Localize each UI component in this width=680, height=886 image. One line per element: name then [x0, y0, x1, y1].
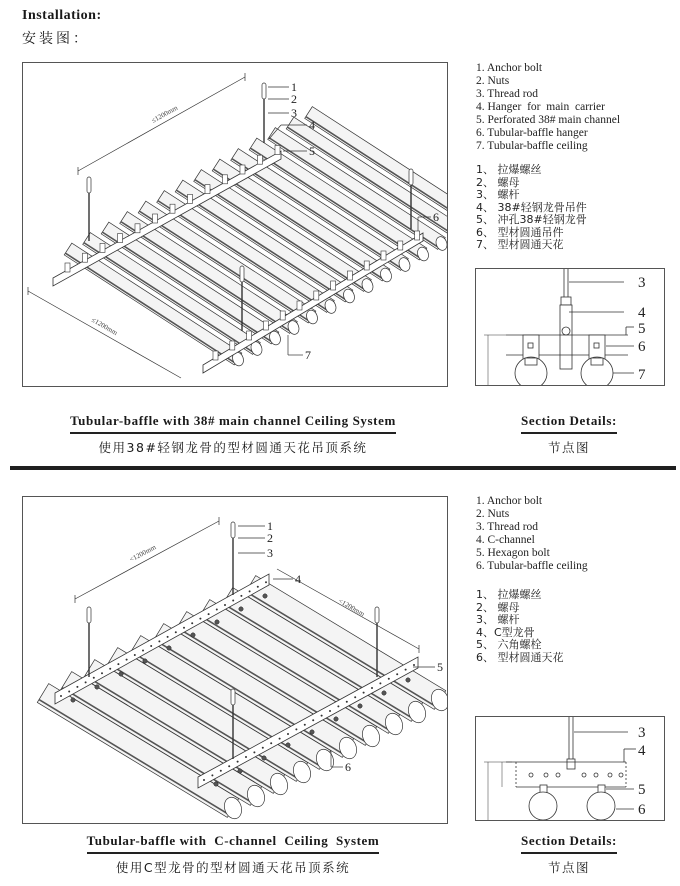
dimension-label-left: <1200mm: [128, 543, 158, 564]
section-callout-6: 6: [638, 339, 646, 355]
hexagon-bolt-icon: [143, 659, 147, 663]
installation-heading-cn: 安装图：: [22, 31, 90, 47]
callout-2: 2: [291, 92, 297, 106]
callout-2: 2: [267, 531, 273, 545]
legend-item-cn: 7、 型材圆通天花: [476, 238, 564, 251]
anchor-bolt-icon: [87, 607, 91, 623]
section-details-title-cn: 节点图: [547, 440, 590, 455]
hexagon-bolt-icon: [310, 730, 314, 734]
parts-legend-cn-2: [476, 589, 564, 664]
section-callout-3: 3: [638, 725, 646, 741]
system-title-en: Tubular-baffle with 38# main channel Ceiling System: [70, 413, 396, 434]
anchor-bolt-icon: [409, 169, 413, 185]
section-title-block-1: [508, 412, 630, 456]
legend-item-cn: 5、 冲孔38#轻钢龙骨: [476, 213, 587, 226]
legend-item: 2. Nuts: [476, 75, 510, 87]
hexagon-bolt-icon: [286, 743, 290, 747]
callout-3: 3: [267, 546, 273, 560]
system-title-cn: 使用38#轻钢龙骨的型材圆通天花吊顶系统: [98, 440, 368, 455]
ceiling-grid-illustration-c: [23, 497, 447, 823]
dimension-label-top: ≤1200mm: [150, 103, 180, 125]
legend-item: 4. Hanger for main carrier: [476, 101, 605, 113]
anchor-bolt-icon: [262, 83, 266, 99]
legend-item-cn: 3、 螺杆: [476, 613, 520, 626]
hexagon-bolt-icon: [215, 620, 219, 624]
hexagon-bolt-icon: [214, 782, 218, 786]
hexagon-bolt-icon: [262, 756, 266, 760]
legend-item-cn: 6、 型材圆通天花: [476, 650, 564, 664]
callout-6: 6: [345, 760, 351, 774]
section-callout-4: 4: [638, 305, 646, 321]
legend-item: 2. Nuts: [476, 508, 510, 520]
hexagon-bolt-icon: [263, 594, 267, 598]
section-detail-c-channel: [475, 716, 665, 821]
legend-item: 7. Tubular-baffle ceiling: [476, 140, 588, 152]
hexagon-bolt-icon: [358, 704, 362, 708]
installation-heading: Installation:: [22, 8, 102, 23]
callout-3: 3: [291, 106, 297, 120]
hexagon-bolt-icon: [119, 672, 123, 676]
dimension-label-bottom: ≤1200mm: [90, 315, 119, 338]
section-detail-38-channel: [475, 268, 665, 386]
callout-7: 7: [305, 348, 311, 362]
legend-item: 1. Anchor bolt: [476, 495, 543, 507]
caption-block-38: [48, 412, 418, 456]
section-title-block-2: [508, 832, 630, 876]
system-title-en-2: Tubular-baffle with C-channel Ceiling System: [87, 833, 380, 854]
section-detail-drawing-c: [476, 717, 664, 820]
hexagon-bolt-icon: [167, 646, 171, 650]
callout-4: 4: [309, 118, 315, 132]
section-details-title-2: Section Details:: [521, 833, 617, 854]
anchor-bolt-icon: [375, 607, 379, 623]
isometric-drawing-c-channel: [22, 496, 448, 824]
anchor-bolt-icon: [231, 522, 235, 538]
callout-1: 1: [291, 80, 297, 94]
section-details-title-cn-2: 节点图: [547, 860, 590, 875]
hexagon-bolt-icon: [239, 607, 243, 611]
legend-item-cn: 4、C型龙骨: [476, 625, 535, 639]
section-callout-6: 6: [638, 802, 646, 818]
ceiling-grid-illustration: [23, 63, 447, 386]
section-callout-4: 4: [638, 743, 646, 759]
legend-item: 6. Tubular-baffle ceiling: [476, 560, 588, 572]
section-callout-7: 7: [638, 367, 646, 383]
legend-item-cn: 1、 拉爆螺丝: [476, 588, 542, 601]
section-callout-3: 3: [638, 275, 646, 291]
anchor-bolt-icon: [231, 689, 235, 705]
anchor-bolt-icon: [240, 266, 244, 282]
caption-block-c: [58, 832, 408, 876]
hexagon-bolt-icon: [382, 691, 386, 695]
system-title-cn-2: 使用C型龙骨的型材圆通天花吊顶系统: [115, 860, 351, 875]
anchor-bolt-icon: [87, 177, 91, 193]
section-detail-drawing: [476, 269, 664, 385]
legend-item: 5. Perforated 38# main channel: [476, 114, 621, 126]
parts-legend-en-2: [476, 495, 588, 573]
parts-legend-cn: [476, 164, 587, 252]
legend-item-cn: 3、 螺杆: [476, 188, 520, 201]
callout-6: 6: [433, 210, 439, 224]
isometric-drawing-38-channel: [22, 62, 448, 387]
legend-item: 3. Thread rod: [476, 88, 539, 100]
callout-1: 1: [267, 519, 273, 533]
legend-item: 5. Hexagon bolt: [476, 547, 550, 559]
legend-item-cn: 1、 拉爆螺丝: [476, 163, 542, 176]
callout-5: 5: [437, 660, 443, 674]
parts-legend-en: [476, 62, 620, 153]
section-callout-5: 5: [638, 782, 646, 798]
hexagon-bolt-icon: [191, 633, 195, 637]
dimension-label-right: <1200mm: [337, 596, 366, 619]
callout-5: 5: [309, 144, 315, 158]
section-callout-5: 5: [638, 321, 646, 337]
hexagon-bolt-icon: [334, 717, 338, 721]
callout-4: 4: [295, 572, 301, 586]
hexagon-bolt-icon: [95, 685, 99, 689]
legend-item-cn: 2、 螺母: [476, 600, 520, 614]
legend-item-cn: 6、 型材圆通吊件: [476, 225, 564, 239]
hexagon-bolt-icon: [238, 769, 242, 773]
hexagon-bolt-icon: [71, 698, 75, 702]
legend-item: 1. Anchor bolt: [476, 62, 543, 74]
legend-item: 6. Tubular-baffle hanger: [476, 127, 588, 139]
section-details-title: Section Details:: [521, 413, 617, 434]
hexagon-bolt-icon: [406, 678, 410, 682]
section-divider: [10, 466, 676, 470]
legend-item-cn: 2、 螺母: [476, 175, 520, 189]
legend-item: 4. C-channel: [476, 534, 535, 546]
legend-item: 3. Thread rod: [476, 521, 539, 533]
legend-item-cn: 4、 38#轻钢龙骨吊件: [476, 200, 587, 214]
legend-item-cn: 5、 六角螺栓: [476, 638, 542, 651]
